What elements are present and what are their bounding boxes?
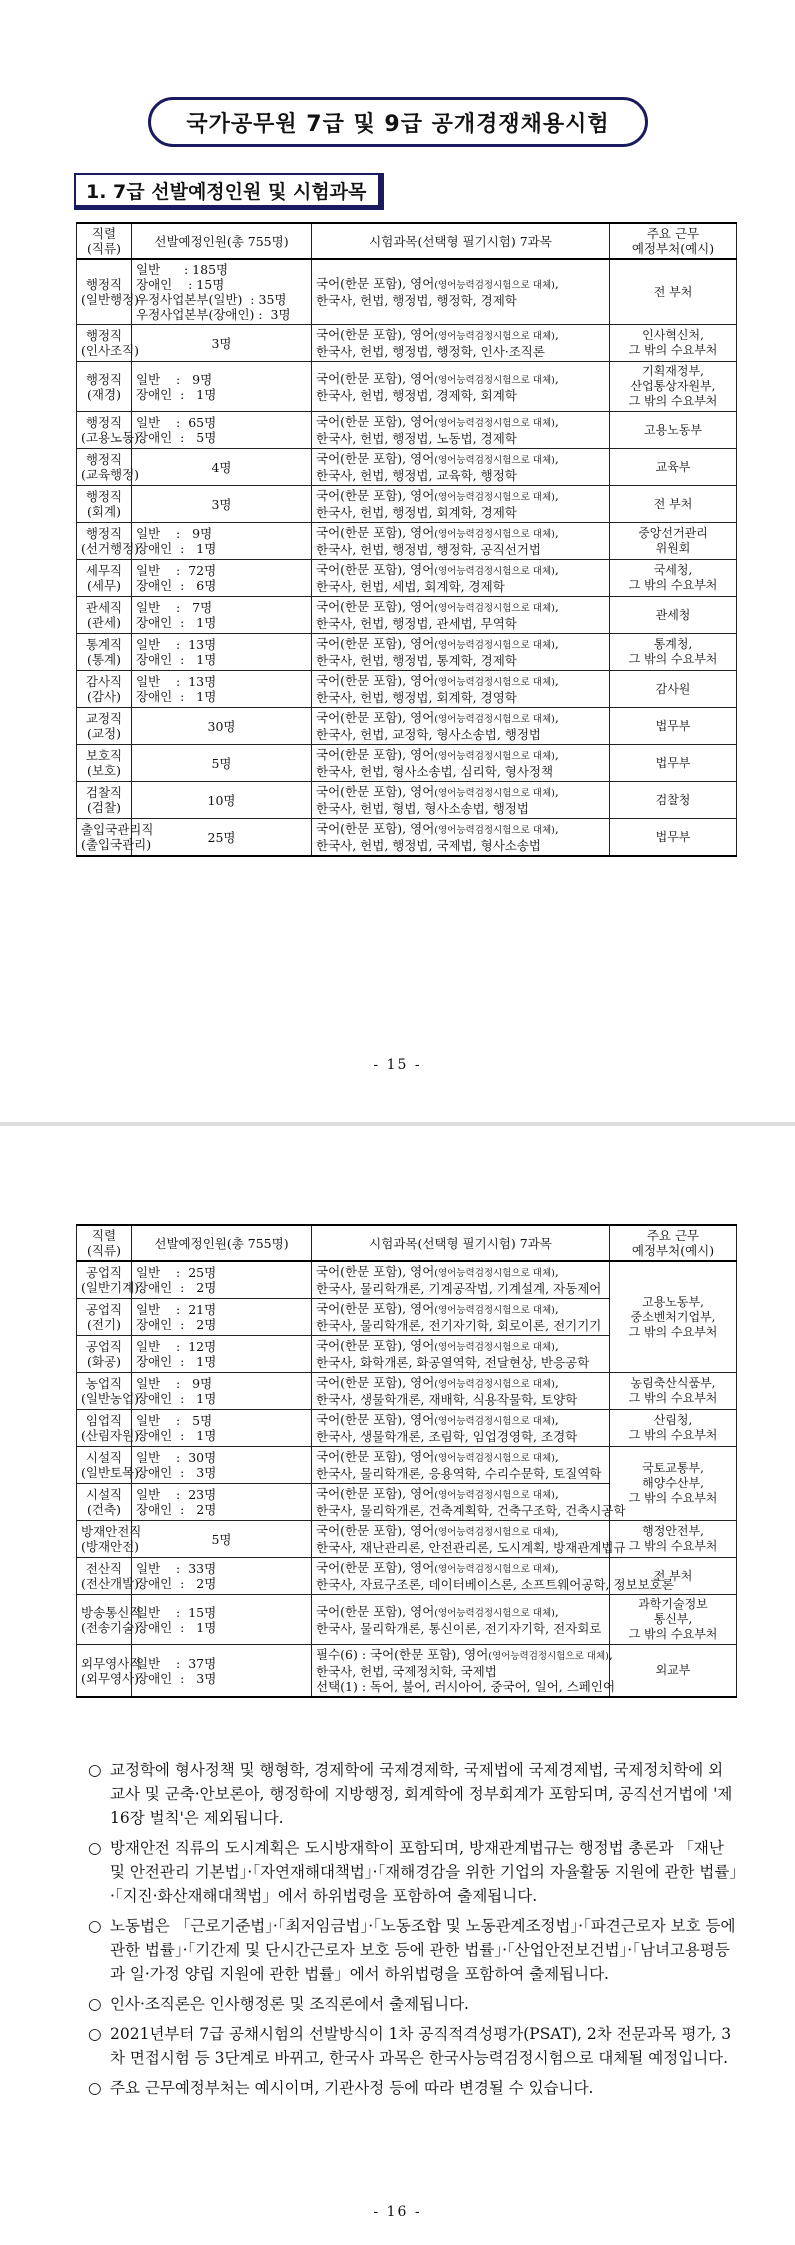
department-cell: 교육부 <box>610 449 737 486</box>
table-row <box>77 745 737 782</box>
table-header-row <box>77 1225 737 1261</box>
header-subjects: 시험과목(선택형 필기시험) 7과목 <box>312 223 610 259</box>
subjects-required: 국어(한문 포함), 영어 <box>316 673 435 688</box>
subjects-line-1: 국어(한문 포함), 영어(영어능력검정시험으로 대체), <box>316 1603 559 1619</box>
recruitment-table-1 <box>76 222 737 857</box>
department-cell: 고용노동부 <box>610 412 737 449</box>
subjects-required: 국어(한문 포함), 영어 <box>316 276 435 291</box>
department-cell: 관세청 <box>610 597 737 634</box>
subjects-line-3: 선택(1) : 독어, 불어, 러시아어, 중국어, 일어, 스페인어 <box>316 1679 616 1694</box>
subjects-line-2: 한국사, 헌법, 행정법, 경제학, 회계학 <box>316 387 517 403</box>
job-series-cell: 농업직 (일반농업) <box>77 1373 132 1410</box>
table-row <box>77 560 737 597</box>
page-15 <box>0 0 795 1122</box>
subjects-line-2: 한국사, 재난관리론, 안전관리론, 도시계획, 방재관계법규 <box>316 1540 626 1555</box>
note-item <box>88 2022 738 2070</box>
subjects-cell <box>312 1521 626 1558</box>
department-cell: 전 부처 <box>610 486 737 523</box>
table-row <box>77 1261 737 1299</box>
subjects-note: (영어능력검정시험으로 대체) <box>434 492 555 503</box>
subjects-note: (영어능력검정시험으로 대체) <box>434 374 555 386</box>
table-row <box>77 1373 737 1410</box>
subjects-cell <box>312 1645 616 1698</box>
planned-count-cell: 일반 : 9명 장애인 : 1명 <box>132 523 312 560</box>
department-cell: 법무부 <box>610 708 737 745</box>
table-header-row <box>77 223 737 259</box>
department-cell: 국세청, 그 밖의 수요부처 <box>610 560 737 597</box>
page-16 <box>0 1126 795 2245</box>
planned-count-cell: 일반 : 21명 장애인 : 2명 <box>132 1299 312 1336</box>
subjects-note: (영어능력검정시험으로 대체) <box>434 1607 555 1619</box>
subjects-line-1: 국어(한문 포함), 영어(영어능력검정시험으로 대체), <box>316 599 559 614</box>
subjects-line-1: 국어(한문 포함), 영어(영어능력검정시험으로 대체), <box>316 784 559 799</box>
subjects-line-1: 국어(한문 포함), 영어(영어능력검정시험으로 대체), <box>316 821 559 836</box>
job-series-cell: 행정직 (재경) <box>77 362 132 412</box>
subjects-note: (영어능력검정시험으로 대체) <box>434 603 555 614</box>
table-row <box>77 1645 737 1698</box>
subjects-line-2: 한국사, 생물학개론, 재배학, 식용작물학, 토양학 <box>316 1392 578 1407</box>
subjects-required: 국어(한문 포함), 영어 <box>316 599 435 614</box>
subjects-note: (영어능력검정시험으로 대체) <box>434 788 555 799</box>
subjects-line-2: 한국사, 물리학개론, 기계공작법, 기계설계, 자동제어 <box>316 1281 602 1296</box>
subjects-note: (영어능력검정시험으로 대체) <box>434 418 555 429</box>
subjects-required: 국어(한문 포함), 영어 <box>316 370 435 386</box>
table-row <box>77 1447 737 1484</box>
subjects-line-1: 국어(한문 포함), 영어(영어능력검정시험으로 대체), <box>316 636 559 651</box>
note-bullet: ○ <box>88 1839 102 1857</box>
subjects-required: 국어(한문 포함), 영어 <box>316 747 435 762</box>
subjects-note: (영어능력검정시험으로 대체) <box>488 1651 609 1662</box>
department-cell: 국토교통부, 해양수산부, 그 밖의 수요부처 <box>610 1447 737 1521</box>
table-row <box>77 782 737 819</box>
subjects-cell <box>312 449 610 486</box>
subjects-required: 국어(한문 포함), 영어 <box>316 1338 435 1353</box>
subjects-line-1: 국어(한문 포함), 영어(영어능력검정시험으로 대체), <box>316 1301 559 1316</box>
subjects-cell <box>312 1595 610 1645</box>
subjects-note: (영어능력검정시험으로 대체) <box>434 714 555 725</box>
planned-count-cell: 5명 <box>132 745 312 782</box>
department-cell: 전 부처 <box>610 1558 737 1595</box>
planned-count-cell: 3명 <box>132 486 312 523</box>
subjects-cell <box>312 259 610 325</box>
table-row <box>77 819 737 857</box>
department-cell: 외교부 <box>610 1645 737 1698</box>
subjects-required: 국어(한문 포함), 영어 <box>316 784 435 799</box>
subjects-required: 국어(한문 포함), 영어 <box>316 1375 435 1390</box>
department-cell: 산림청, 그 밖의 수요부처 <box>610 1410 737 1447</box>
subjects-note: (영어능력검정시험으로 대체) <box>434 1490 555 1501</box>
subjects-line-2: 한국사, 헌법, 행정법, 회계학, 경제학 <box>316 505 517 520</box>
note-bullet: ○ <box>88 1917 102 1935</box>
job-series-cell: 방재안전직 (방재안전) <box>77 1521 132 1558</box>
department-cell: 검찰청 <box>610 782 737 819</box>
note-bullet: ○ <box>88 1761 102 1779</box>
department-cell: 법무부 <box>610 745 737 782</box>
department-cell: 법무부 <box>610 819 737 857</box>
planned-count-cell: 일반 : 72명 장애인 : 6명 <box>132 560 312 597</box>
subjects-note: (영어능력검정시험으로 대체) <box>434 455 555 466</box>
table-row <box>77 259 737 325</box>
subjects-note: (영어능력검정시험으로 대체) <box>434 529 555 540</box>
note-item <box>88 1914 738 1986</box>
planned-count-cell: 일반 : 9명 장애인 : 1명 <box>132 362 312 412</box>
subjects-required: 국어(한문 포함), 영어 <box>316 327 435 342</box>
subjects-line-2: 한국사, 물리학개론, 응용역학, 수리수문학, 토질역학 <box>316 1466 602 1481</box>
job-series-cell: 보호직 (보호) <box>77 745 132 782</box>
subjects-note: (영어능력검정시험으로 대체) <box>434 1342 555 1353</box>
subjects-line-1: 필수(6) : 국어(한문 포함), 영어(영어능력검정시험으로 대체), <box>316 1647 613 1662</box>
subjects-line-1: 국어(한문 포함), 영어(영어능력검정시험으로 대체), <box>316 327 559 342</box>
job-series-cell: 감사직 (감사) <box>77 671 132 708</box>
subjects-cell <box>312 362 610 412</box>
note-bullet: ○ <box>88 2025 102 2043</box>
subjects-cell <box>312 325 610 362</box>
subjects-note: (영어능력검정시험으로 대체) <box>434 751 555 762</box>
subjects-note: (영어능력검정시험으로 대체) <box>434 566 555 577</box>
department-cell: 통계청, 그 밖의 수요부처 <box>610 634 737 671</box>
department-cell: 중앙선거관리 위원회 <box>610 523 737 560</box>
job-series-cell: 검찰직 (검찰) <box>77 782 132 819</box>
note-text: 노동법은 「근로기준법」·「최저임금법」·「노동조합 및 노동관계조정법」·「파견근로자 보호 등에 관한 법률」·「기간제 및 단시간근로자 보호 등에 관한 법률」·「산업안전보건법」·「남녀고용평등과 일·가정 양립 지원에 관한 법률」에서 하위법령을 포함하여 출제됩니다. <box>110 1917 736 1983</box>
subjects-line-1: 국어(한문 포함), 영어(영어능력검정시험으로 대체), <box>316 710 559 725</box>
planned-count-cell: 일반 : 30명 장애인 : 3명 <box>132 1447 312 1484</box>
table-row <box>77 671 737 708</box>
subjects-note: (영어능력검정시험으로 대체) <box>434 1379 555 1390</box>
table-row <box>77 523 737 560</box>
subjects-line-1: 국어(한문 포함), 영어(영어능력검정시험으로 대체), <box>316 1412 559 1427</box>
subjects-cell <box>312 745 610 782</box>
table-row <box>77 486 737 523</box>
subjects-cell <box>312 1410 610 1447</box>
subjects-line-1: 국어(한문 포함), 영어(영어능력검정시험으로 대체), <box>316 1560 559 1575</box>
subjects-required: 필수(6) : 국어(한문 포함), 영어 <box>316 1647 489 1662</box>
subjects-line-1: 국어(한문 포함), 영어(영어능력검정시험으로 대체), <box>316 562 559 577</box>
subjects-note: (영어능력검정시험으로 대체) <box>434 640 555 651</box>
note-text: 교정학에 형사정책 및 행형학, 경제학에 국제경제학, 국제법에 국제경제법, 국제정치학에 외교사 및 군축·안보론아, 행정학에 지방행정, 회계학에 정부회계가 포함되며, 공직선거법에 '제16장 벌칙'은 제외됩니다. <box>110 1761 733 1827</box>
subjects-cell <box>312 1484 626 1521</box>
note-text: 주요 근무예정부처는 예시이며, 기관사정 등에 따라 변경될 수 있습니다. <box>110 2079 594 2097</box>
department-cell: 인사혁신처, 그 밖의 수요부처 <box>610 325 737 362</box>
job-series-cell: 외무영사직 (외무영사) <box>77 1645 132 1698</box>
note-bullet: ○ <box>88 2079 102 2097</box>
subjects-required: 국어(한문 포함), 영어 <box>316 821 435 836</box>
department-cell: 감사원 <box>610 671 737 708</box>
page-number: - 15 - <box>373 1057 422 1073</box>
section-heading: 1. 7급 선발예정인원 및 시험과목 <box>74 173 384 210</box>
subjects-required: 국어(한문 포함), 영어 <box>316 1412 435 1427</box>
subjects-cell <box>312 1336 610 1373</box>
subjects-required: 국어(한문 포함), 영어 <box>316 636 435 651</box>
subjects-cell <box>312 782 610 819</box>
subjects-note: (영어능력검정시험으로 대체) <box>434 825 555 836</box>
planned-count-cell: 일반 : 65명 장애인 : 5명 <box>132 412 312 449</box>
note-text: 방재안전 직류의 도시계획은 도시방재학이 포함되며, 방재관계법규는 행정법 총론과 「재난 및 안전관리 기본법」·「자연재해대책법」·「재해경감을 위한 기업의 자율활동 지원에 관한 법률」·「지진·화산재해대책법」에서 하위법령을 포함하여 출제됩니다. <box>110 1839 738 1905</box>
planned-count-cell: 일반 : 15명 장애인 : 1명 <box>132 1595 312 1645</box>
subjects-required: 국어(한문 포함), 영어 <box>316 710 435 725</box>
subjects-line-2: 한국사, 화학개론, 화공열역학, 전달현상, 반응공학 <box>316 1355 590 1370</box>
job-series-cell: 행정직 (고용노동) <box>77 412 132 449</box>
subjects-line-2: 한국사, 헌법, 행정법, 행정학, 공직선거법 <box>316 542 541 557</box>
subjects-cell <box>312 412 610 449</box>
table-row <box>77 412 737 449</box>
subjects-line-2: 한국사, 헌법, 행정법, 국제법, 형사소송법 <box>316 838 541 853</box>
department-cell: 기획재정부, 산업통상자원부, 그 밖의 수요부처 <box>610 362 737 412</box>
subjects-required: 국어(한문 포함), 영어 <box>316 1523 435 1538</box>
subjects-line-2: 한국사, 헌법, 행정법, 교육학, 행정학 <box>316 468 517 483</box>
job-series-cell: 행정직 (인사조직) <box>77 325 132 362</box>
subjects-cell <box>312 671 610 708</box>
job-series-cell: 시설직 (건축) <box>77 1484 132 1521</box>
job-series-cell: 행정직 (일반행정) <box>77 259 132 325</box>
planned-count-cell: 30명 <box>132 708 312 745</box>
subjects-cell <box>312 1299 610 1336</box>
job-series-cell: 출입국관리직 (출입국관리) <box>77 819 132 857</box>
job-series-cell: 관세직 (관세) <box>77 597 132 634</box>
job-series-cell: 교정직 (교정) <box>77 708 132 745</box>
subjects-line-2: 한국사, 헌법, 교정학, 형사소송법, 행정법 <box>316 727 541 742</box>
planned-count-cell: 일반 : 5명 장애인 : 1명 <box>132 1410 312 1447</box>
department-cell: 고용노동부, 중소벤처기업부, 그 밖의 수요부처 <box>610 1261 737 1373</box>
planned-count-cell: 일반 : 23명 장애인 : 2명 <box>132 1484 312 1521</box>
header-job-series: 직렬 (직류) <box>77 223 132 259</box>
subjects-line-1: 국어(한문 포함), 영어(영어능력검정시험으로 대체), <box>316 1264 559 1279</box>
subjects-note: (영어능력검정시험으로 대체) <box>434 1564 555 1575</box>
subjects-line-1: 국어(한문 포함), 영어(영어능력검정시험으로 대체), <box>316 1486 559 1501</box>
subjects-line-2: 한국사, 생물학개론, 조림학, 임업경영학, 조경학 <box>316 1429 578 1444</box>
subjects-line-2: 한국사, 헌법, 행정법, 관세법, 무역학 <box>316 616 517 631</box>
document-title: 국가공무원 7급 및 9급 공개경쟁채용시험 <box>148 97 648 147</box>
subjects-note: (영어능력검정시험으로 대체) <box>434 1453 555 1464</box>
table-row <box>77 1558 737 1595</box>
header-planned-count: 선발예정인원(총 755명) <box>132 223 312 259</box>
subjects-cell <box>312 597 610 634</box>
subjects-cell <box>312 560 610 597</box>
subjects-required: 국어(한문 포함), 영어 <box>316 562 435 577</box>
job-series-cell: 시설직 (일반토목) <box>77 1447 132 1484</box>
subjects-cell <box>312 819 610 857</box>
subjects-line-2: 한국사, 헌법, 형법, 형사소송법, 행정법 <box>316 801 529 816</box>
job-series-cell: 세무직 (세무) <box>77 560 132 597</box>
subjects-line-1: 국어(한문 포함), 영어(영어능력검정시험으로 대체), <box>316 414 559 429</box>
subjects-line-2: 한국사, 헌법, 행정법, 행정학, 경제학 <box>316 293 517 308</box>
subjects-cell <box>312 634 610 671</box>
department-cell: 전 부처 <box>610 259 737 325</box>
planned-count-cell: 일반 : 25명 장애인 : 2명 <box>132 1261 312 1299</box>
job-series-cell: 행정직 (회계) <box>77 486 132 523</box>
subjects-note: (영어능력검정시험으로 대체) <box>434 331 555 342</box>
subjects-line-1: 국어(한문 포함), 영어(영어능력검정시험으로 대체), <box>316 488 559 503</box>
subjects-cell <box>312 1373 610 1410</box>
note-text: 인사·조직론은 인사행정론 및 조직론에서 출제됩니다. <box>110 1995 469 2013</box>
subjects-line-1: 국어(한문 포함), 영어(영어능력검정시험으로 대체), <box>316 1338 559 1353</box>
job-series-cell: 방송통신직 (전송기술) <box>77 1595 132 1645</box>
planned-count-cell: 일반 : 37명 장애인 : 3명 <box>132 1645 312 1698</box>
subjects-line-2: 한국사, 헌법, 형사소송법, 심리학, 형사정책 <box>316 764 554 779</box>
subjects-cell <box>312 708 610 745</box>
subjects-required: 국어(한문 포함), 영어 <box>316 1449 435 1464</box>
recruitment-table-2 <box>76 1224 737 1698</box>
subjects-line-2: 한국사, 헌법, 행정법, 노동법, 경제학 <box>316 431 517 446</box>
subjects-line-1: 국어(한문 포함), 영어(영어능력검정시험으로 대체), <box>316 451 559 466</box>
subjects-note: (영어능력검정시험으로 대체) <box>434 1416 555 1427</box>
subjects-line-1: 국어(한문 포함), 영어(영어능력검정시험으로 대체), <box>316 1523 559 1538</box>
table-row <box>77 634 737 671</box>
department-cell: 과학기술정보 통신부, 그 밖의 수요부처 <box>610 1595 737 1645</box>
department-cell: 행정안전부, 그 밖의 수요부처 <box>610 1521 737 1558</box>
subjects-line-1: 국어(한문 포함), 영어(영어능력검정시험으로 대체), <box>316 1449 559 1464</box>
subjects-line-2: 한국사, 헌법, 행정법, 행정학, 인사·조직론 <box>316 344 545 359</box>
table-row <box>77 1521 737 1558</box>
table-row <box>77 597 737 634</box>
job-series-cell: 임업직 (산림자원) <box>77 1410 132 1447</box>
note-item <box>88 1758 738 1830</box>
planned-count-cell: 일반 : 13명 장애인 : 1명 <box>132 634 312 671</box>
planned-count-cell: 4명 <box>132 449 312 486</box>
subjects-required: 국어(한문 포함), 영어 <box>316 1603 435 1619</box>
subjects-line-1: 국어(한문 포함), 영어(영어능력검정시험으로 대체), <box>316 370 559 386</box>
header-job-series: 직렬 (직류) <box>77 1225 132 1261</box>
subjects-required: 국어(한문 포함), 영어 <box>316 1264 435 1279</box>
note-item <box>88 1836 738 1908</box>
notes-list <box>88 1758 738 2106</box>
subjects-required: 국어(한문 포함), 영어 <box>316 1301 435 1316</box>
planned-count-cell: 25명 <box>132 819 312 857</box>
page-number: - 16 - <box>373 2204 422 2220</box>
note-bullet: ○ <box>88 1995 102 2013</box>
planned-count-cell: 3명 <box>132 325 312 362</box>
job-series-cell: 행정직 (교육행정) <box>77 449 132 486</box>
subjects-note: (영어능력검정시험으로 대체) <box>434 1527 555 1538</box>
subjects-line-2: 한국사, 헌법, 행정법, 통계학, 경제학 <box>316 653 517 668</box>
job-series-cell: 공업직 (화공) <box>77 1336 132 1373</box>
subjects-line-2: 한국사, 물리학개론, 건축계획학, 건축구조학, 건축시공학 <box>316 1503 626 1518</box>
subjects-line-1: 국어(한문 포함), 영어(영어능력검정시험으로 대체), <box>316 1375 559 1390</box>
job-series-cell: 행정직 (선거행정) <box>77 523 132 560</box>
department-cell: 농림축산식품부, 그 밖의 수요부처 <box>610 1373 737 1410</box>
job-series-cell: 전산직 (전산개발) <box>77 1558 132 1595</box>
note-item <box>88 1992 738 2016</box>
subjects-cell <box>312 486 610 523</box>
header-departments: 주요 근무 예정부처(예시) <box>610 223 737 259</box>
subjects-line-2: 한국사, 물리학개론, 통신이론, 전기자기학, 전자회로 <box>316 1620 602 1636</box>
note-item <box>88 2076 738 2100</box>
subjects-required: 국어(한문 포함), 영어 <box>316 414 435 429</box>
subjects-required: 국어(한문 포함), 영어 <box>316 1486 435 1501</box>
subjects-line-1: 국어(한문 포함), 영어(영어능력검정시험으로 대체), <box>316 525 559 540</box>
job-series-cell: 공업직 (전기) <box>77 1299 132 1336</box>
planned-count-cell: 일반 : 7명 장애인 : 1명 <box>132 597 312 634</box>
subjects-line-1: 국어(한문 포함), 영어(영어능력검정시험으로 대체), <box>316 276 559 291</box>
planned-count-cell: 일반 : 9명 장애인 : 1명 <box>132 1373 312 1410</box>
table-row <box>77 325 737 362</box>
planned-count-cell: 10명 <box>132 782 312 819</box>
header-planned-count: 선발예정인원(총 755명) <box>132 1225 312 1261</box>
header-departments: 주요 근무 예정부처(예시) <box>610 1225 737 1261</box>
subjects-line-1: 국어(한문 포함), 영어(영어능력검정시험으로 대체), <box>316 673 559 688</box>
job-series-cell: 통계직 (통계) <box>77 634 132 671</box>
subjects-required: 국어(한문 포함), 영어 <box>316 451 435 466</box>
table-row <box>77 1410 737 1447</box>
subjects-line-2: 한국사, 물리학개론, 전기자기학, 회로이론, 전기기기 <box>316 1318 602 1333</box>
table-row <box>77 1595 737 1645</box>
subjects-required: 국어(한문 포함), 영어 <box>316 488 435 503</box>
subjects-line-2: 한국사, 헌법, 세법, 회계학, 경제학 <box>316 579 505 594</box>
subjects-note: (영어능력검정시험으로 대체) <box>434 280 555 291</box>
planned-count-cell: 일반 : 33명 장애인 : 2명 <box>132 1558 312 1595</box>
planned-count-cell: 일반 : 185명 장애인 : 15명 우정사업본부(일반) : 35명 우정사업본부(장애인) : 3명 <box>132 259 312 325</box>
subjects-cell <box>312 523 610 560</box>
table-row <box>77 362 737 412</box>
header-subjects: 시험과목(선택형 필기시험) 7과목 <box>312 1225 610 1261</box>
job-series-cell: 공업직 (일반기계) <box>77 1261 132 1299</box>
subjects-line-1: 국어(한문 포함), 영어(영어능력검정시험으로 대체), <box>316 747 559 762</box>
subjects-required: 국어(한문 포함), 영어 <box>316 1560 435 1575</box>
planned-count-cell: 일반 : 13명 장애인 : 1명 <box>132 671 312 708</box>
subjects-note: (영어능력검정시험으로 대체) <box>434 1268 555 1279</box>
subjects-note: (영어능력검정시험으로 대체) <box>434 1305 555 1316</box>
subjects-line-2: 한국사, 헌법, 행정법, 회계학, 경영학 <box>316 690 517 705</box>
subjects-cell <box>312 1447 610 1484</box>
planned-count-cell: 5명 <box>132 1521 312 1558</box>
table-row <box>77 708 737 745</box>
note-text: 2021년부터 7급 공채시험의 선발방식이 1차 공직적격성평가(PSAT), 2차 전문과목 평가, 3차 면접시험 등 3단계로 바뀌고, 한국사 과목은 한국사능력검정시험으로 대체될 예정입니다. <box>110 2025 732 2067</box>
subjects-note: (영어능력검정시험으로 대체) <box>434 677 555 688</box>
subjects-line-2: 한국사, 자료구조론, 데이터베이스론, 소프트웨어공학, 정보보호론 <box>316 1577 674 1592</box>
table-row <box>77 449 737 486</box>
subjects-line-2: 한국사, 헌법, 국제정치학, 국제법 <box>316 1664 497 1679</box>
subjects-required: 국어(한문 포함), 영어 <box>316 525 435 540</box>
subjects-cell <box>312 1261 610 1299</box>
planned-count-cell: 일반 : 12명 장애인 : 1명 <box>132 1336 312 1373</box>
